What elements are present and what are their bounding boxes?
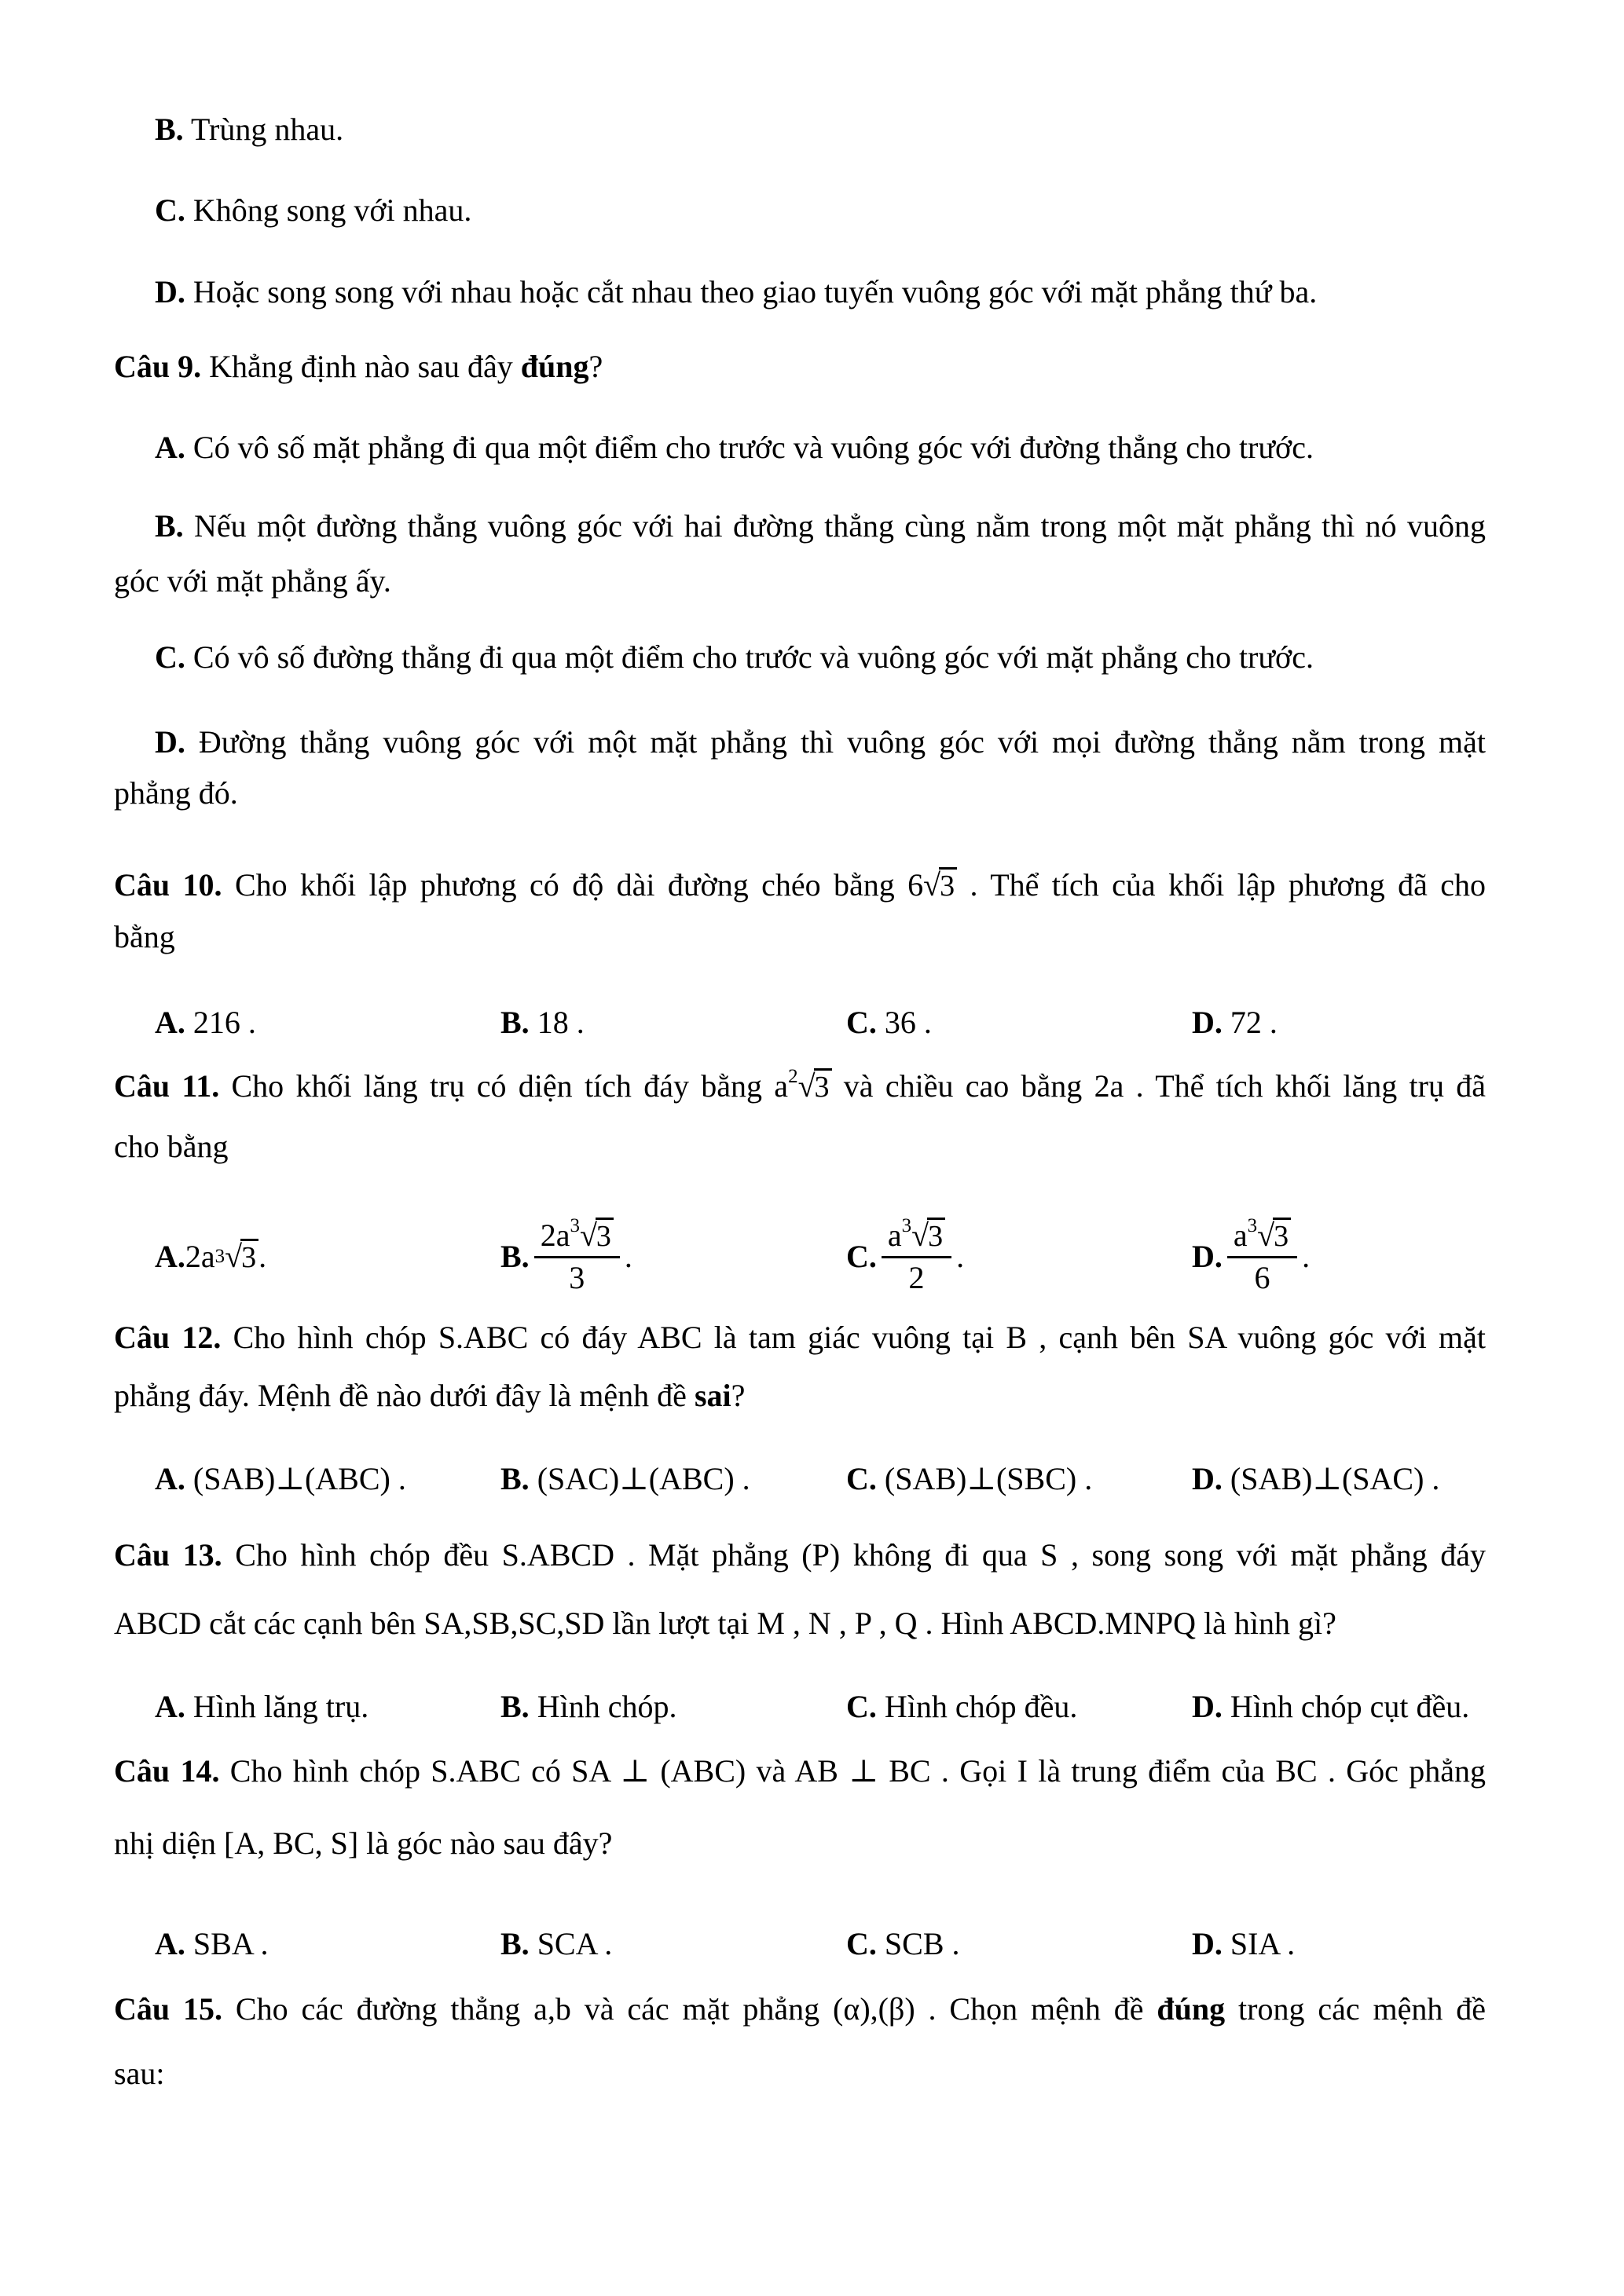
text-run: A. [155,430,185,465]
fraction-numerator [882,1214,951,1258]
text-run: ] là góc nào sau đây? [347,1825,613,1861]
q11-options-option-b [500,1182,846,1331]
sqrt-sign: √ [579,1217,596,1253]
text-run: 72 . [1222,1005,1278,1040]
text-run: S.ABC [438,1320,529,1355]
text-run: Cho khối lăng trụ có diện tích đáy bằng [219,1068,775,1104]
text-run: Khẳng định nào sau đây [201,349,521,384]
text-run: A. [155,1926,185,1961]
sqrt-radical [798,1068,832,1104]
text-run: là hình gì? [1195,1606,1336,1641]
text-run: ( [1222,1461,1241,1496]
q14-options [155,1925,1538,1963]
text-run: A. [155,1461,185,1496]
text-run: . [624,1239,632,1274]
text-run: 2 [540,1217,556,1253]
text-run: B. [500,1689,530,1724]
text-run: và chiều cao bằng 2 [831,1068,1110,1104]
text-run: , [784,1606,808,1641]
text-run: cho bằng [114,1129,229,1164]
text-run: a [774,1068,789,1104]
text-run: Không song với nhau. [185,192,472,228]
q10-options [155,1004,1538,1042]
text-run: ? [588,349,603,384]
text-run: . Gọi [930,1753,1017,1789]
text-run: ( [185,1461,204,1496]
q9-stem [114,348,1486,386]
q11-options-option-d [1192,1182,1538,1331]
q9-opt-b-1 [155,507,1486,545]
text-run: . Mặt phẳng ( [614,1537,812,1573]
text-run: ⊥ ( [610,1753,671,1789]
q9-opt-c [155,639,1486,676]
text-run: 2 [185,1239,201,1274]
text-run: P [854,1606,871,1641]
text-run: D. [155,724,185,760]
q10-stem-1 [114,866,1486,905]
text-run: Cho các đường thẳng [222,1991,534,2027]
text-run [1223,1926,1230,1961]
text-run: S.ABC [431,1753,521,1789]
text-run: . [596,1926,613,1961]
sqrt-sign: √ [923,867,940,903]
text-run: Đường thẳng vuông góc với một mặt phẳng thì vuông góc với mọi đường thẳng nằm trong mặt [185,724,1486,760]
q14-options-option-d [1192,1925,1538,1963]
sqrt-radicand: 3 [927,1218,945,1253]
text-run: a [1233,1217,1248,1253]
q9-opt-d-1 [155,723,1486,761]
text-run: D. [1192,1005,1223,1040]
text-run: ) . [379,1461,406,1496]
q12-options-option-a [155,1460,500,1498]
sqrt-radical [580,1218,614,1253]
text-run: 6 [1254,1259,1270,1295]
text-run: . [258,1239,267,1274]
q11-stem-2 [114,1128,1486,1166]
text-run: sai [694,1378,731,1413]
text-run: )⊥( [608,1461,660,1496]
q8-opt-c [155,192,1486,229]
text-run: phẳng đáy. Mệnh đề nào dưới đây là mệnh đề [114,1378,695,1413]
text-run: 6 [907,867,924,903]
text-run: C. [846,1689,877,1724]
text-run: B. [500,1005,530,1040]
q12-options-option-d [1192,1460,1538,1498]
q11-options-option-c [846,1182,1192,1331]
text-run: góc với mặt phẳng ấy. [114,563,391,599]
text-run: , [830,1606,855,1641]
text-run: C. [846,1005,877,1040]
text-run: . Hình [917,1606,1010,1641]
text-run: )⊥( [1302,1461,1353,1496]
text-run: B. [500,1239,530,1274]
text-run: ABC [315,1461,380,1496]
superscript: 3 [1247,1214,1258,1236]
q9-opt-d-2 [114,774,1486,812]
text-run: SIA [1230,1926,1280,1961]
text-run: ABC [637,1320,702,1355]
text-run: , [257,1825,273,1861]
text-run: 3 [569,1259,585,1295]
text-run: BC [1275,1753,1318,1789]
q10-options-option-a [155,1004,500,1042]
text-run: , [314,1825,331,1861]
text-run: Cho hình chóp [219,1753,431,1789]
text-run: D. [1192,1239,1223,1274]
text-run: SBC [1006,1461,1066,1496]
text-run: Cho hình chóp [221,1320,438,1355]
text-run: ABC [670,1753,735,1789]
sqrt-sign: √ [1257,1217,1274,1253]
text-run: SAC [1352,1461,1414,1496]
superscript: 2 [788,1066,798,1087]
text-run: Q [894,1606,918,1641]
sqrt-radical [1257,1218,1291,1253]
text-run: Hình lăng trụ. [185,1689,369,1724]
text-run: SBA [192,1926,253,1961]
text-run: ) . [1413,1461,1440,1496]
text-run: Hình chóp đều. [876,1689,1078,1724]
q15-stem-2 [114,2055,1486,2093]
fraction [882,1214,951,1296]
q10-options-option-c [846,1004,1192,1042]
text-run: ( [529,1461,548,1496]
text-run: S.ABCD [501,1537,614,1573]
text-run: D. [1192,1461,1223,1496]
text-run: C. [846,1461,877,1496]
text-run: 2 [908,1259,925,1295]
text-run: ? [731,1378,746,1413]
text-run: a [200,1239,215,1274]
text-run: phẳng đó. [114,775,238,811]
q11-options-option-a: A. 2 a 3 √3 . [155,1182,500,1331]
text-run: C. [155,192,185,228]
text-run: 216 . [185,1005,256,1040]
q12-stem-1 [114,1319,1486,1357]
text-run: có [520,1753,572,1789]
text-run: 18 . [529,1005,585,1040]
text-run: A. [155,1689,185,1724]
text-run: . [956,1239,965,1274]
text-run: , [871,1606,895,1641]
text-run: . [1302,1239,1311,1274]
q8-opt-b [155,111,1486,148]
text-run: AB [794,1753,838,1789]
q14-options-option-c [846,1925,1192,1963]
text-run: trong các mệnh đề [1225,1991,1486,2027]
text-run: Câu 15. [114,1991,223,2027]
text-run: )⊥( [956,1461,1007,1496]
text-run: Hình chóp cụt đều. [1222,1689,1470,1724]
superscript: 3 [570,1214,580,1236]
text-run: A. [155,1005,185,1040]
text-run: Có vô số mặt phẳng đi qua một điểm cho trước và vuông góc với đường thẳng cho trước. [185,430,1314,465]
text-run: P [812,1537,830,1573]
q13-options-option-c [846,1688,1192,1726]
q12-options [155,1460,1538,1498]
text-run: C. [155,639,185,675]
text-run: BC [273,1825,315,1861]
q10-options-option-d [1192,1004,1538,1042]
superscript: 3 [901,1214,912,1236]
q13-options [155,1688,1538,1726]
text-run: SA,SB,SC,SD [423,1606,605,1641]
text-run: ⊥ [838,1753,889,1789]
sqrt-sign: √ [911,1217,928,1253]
text-run [185,1926,193,1961]
text-run: . [944,1926,960,1961]
text-run: SCA [537,1926,597,1961]
fraction-denominator [534,1258,620,1296]
fraction-denominator [1227,1258,1297,1296]
q10-options-option-b [500,1004,846,1042]
text-run: )⊥( [265,1461,316,1496]
text-run: α [843,1991,860,2027]
text-run: S [330,1825,348,1861]
text-run: Trùng nhau. [183,112,344,147]
text-run: C. [846,1239,877,1274]
q11-options [155,1182,1538,1331]
text-run: Có vô số đường thẳng đi qua một điểm cho trước và vuông góc với mặt phẳng cho trước. [185,639,1314,675]
q8-opt-d [155,273,1486,311]
text-run: đúng [1157,1991,1226,2027]
sqrt-radicand: 3 [939,867,957,903]
fraction [534,1214,620,1296]
text-run: Câu 9. [114,349,202,384]
text-run: M [757,1606,785,1641]
q9-opt-b-2 [114,562,1486,600]
q14-stem-1 [114,1752,1486,1790]
text-run: A [234,1825,258,1861]
text-run: D. [155,274,185,309]
q13-options-option-b [500,1688,846,1726]
text-run: Câu 12. [114,1320,222,1355]
text-run [530,1926,537,1961]
text-run: N [808,1606,831,1641]
q14-options-option-a [155,1925,500,1963]
text-run: SAB [203,1461,266,1496]
text-run: C. [846,1926,877,1961]
text-run: β [888,1991,905,2027]
text-run: bằng [114,919,175,954]
fraction [1227,1214,1297,1296]
fraction-numerator [534,1214,620,1258]
text-run: cắt các cạnh bên [201,1606,424,1641]
text-run: có đáy [528,1320,638,1355]
sqrt-radicand: 3 [1273,1218,1291,1253]
text-run: B [1006,1320,1028,1355]
text-run: . [1279,1926,1296,1961]
text-run: sau: [114,2056,165,2091]
sqrt-radical [911,1218,945,1253]
sqrt-radical [923,867,957,903]
text-run: A. [155,1239,185,1274]
text-run: SAC [548,1461,609,1496]
text-run: ),( [860,1991,889,2027]
text-run: ) . [724,1461,750,1496]
q12-stem-2 [114,1377,1486,1415]
sqrt-radicand: 3 [814,1068,832,1104]
q15-stem-1 [114,1990,1486,2028]
text-run: ABC [659,1461,724,1496]
text-run: ABCD.MNPQ [1010,1606,1196,1641]
text-run: , song song với mặt phẳng đáy [1058,1537,1486,1573]
text-run: Hình chóp. [529,1689,677,1724]
text-run: ABCD [114,1606,202,1641]
q12-options-option-c [846,1460,1192,1498]
text-run: SAB [1241,1461,1303,1496]
text-run: a [555,1217,570,1253]
text-run: . Thể tích của khối lập phương đã cho [957,867,1487,903]
text-run: ) và [735,1753,795,1789]
text-run: ) . [1065,1461,1093,1496]
text-run: D. [1192,1689,1223,1724]
text-run: 36 . [876,1005,932,1040]
text-run: B. [500,1461,530,1496]
q12-options-option-b [500,1460,846,1498]
text-run: là trung điểm của [1027,1753,1276,1789]
text-run: SA [1187,1320,1226,1355]
text-run: lần lượt tại [604,1606,757,1641]
text-run: B. [155,508,184,544]
text-run: , cạnh bên [1027,1320,1188,1355]
text-run: Nếu một đường thẳng vuông góc với hai đường thẳng cùng nằm trong một mặt phẳng thì nó vuông [183,508,1486,544]
q9-opt-a [155,429,1486,467]
q13-stem-2 [114,1605,1486,1642]
text-run: ) không đi qua [829,1537,1041,1573]
text-run: SCB [884,1926,944,1961]
text-run: và các mặt phẳng ( [570,1991,844,2027]
text-run: Câu 11. [114,1068,220,1104]
q13-options-option-d [1192,1688,1538,1726]
text-run: a [1109,1068,1124,1104]
text-run: là tam giác vuông tại [702,1320,1006,1355]
text-run: nhị diện [ [114,1825,235,1861]
sqrt-radicand: 3 [240,1239,258,1274]
sqrt-sign: √ [225,1238,241,1274]
text-run: đúng [520,349,589,384]
text-run: Hoặc song song với nhau hoặc cắt nhau theo giao tuyến vuông góc với mặt phẳng thứ ba. [185,274,1318,309]
text-run: a [887,1217,902,1253]
text-run: . Góc phẳng [1317,1753,1486,1789]
text-run: Cho hình chóp đều [222,1537,502,1573]
text-run: vuông góc với mặt [1226,1320,1487,1355]
q13-stem-1 [114,1536,1486,1574]
text-run: ) . Chọn mệnh đề [904,1991,1157,2027]
text-run: SA [571,1753,610,1789]
text-run: Cho khối lập phương có độ dài đường chéo bằng [222,867,908,903]
q10-stem-2 [114,918,1486,956]
q11-stem-1 [114,1067,1486,1106]
sqrt-sign: √ [797,1068,814,1104]
q14-options-option-b [500,1925,846,1963]
text-run: S [1040,1537,1058,1573]
text-run: B. [500,1926,530,1961]
text-run: D. [1192,1926,1223,1961]
fraction-denominator [882,1258,951,1296]
q13-options-option-a [155,1688,500,1726]
text-run: BC [889,1753,931,1789]
q14-stem-2 [114,1825,1486,1862]
sqrt-radical [225,1238,258,1276]
text-run: Câu 14. [114,1753,220,1789]
text-run: ( [876,1461,896,1496]
sqrt-radicand: 3 [596,1218,614,1253]
text-run: Câu 13. [114,1537,222,1573]
text-run: I [1017,1753,1028,1789]
text-run: Câu 10. [114,867,222,903]
text-run: SAB [895,1461,957,1496]
text-run [877,1926,885,1961]
text-run: a,b [533,1991,571,2027]
text-run: . [252,1926,269,1961]
text-run: . Thể tích khối lăng trụ đã [1124,1068,1486,1104]
text-run: B. [155,112,184,147]
fraction-numerator [1227,1214,1297,1258]
